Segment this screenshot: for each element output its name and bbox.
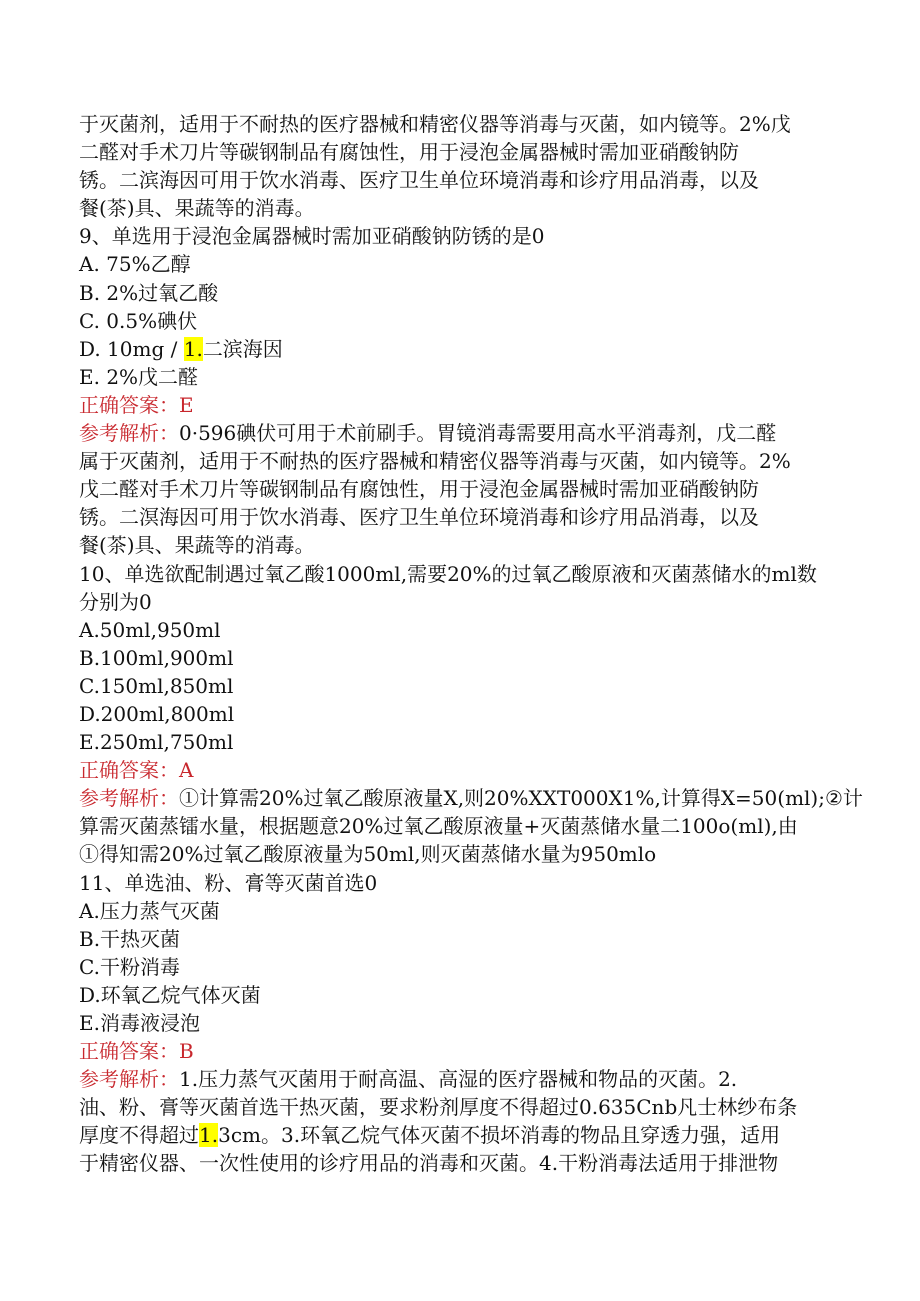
analysis-label: 参考解析： — [79, 786, 179, 811]
intro-line: 锈。二滨海因可用于饮水消毒、医疗卫生单位环境消毒和诊疗用品消毒，以及 — [79, 168, 759, 193]
q9-analysis-line: 属于灭菌剂，适用于不耐热的医疗器械和精密仪器等消毒与灭菌，如内镜等。2% — [79, 449, 791, 474]
q9-option-b: B. 2%过氧乙酸 — [79, 280, 219, 305]
q11-option-e: E.消毒液浸泡 — [79, 1011, 200, 1035]
q9-analysis — [79, 419, 880, 447]
q11-answer: 正确答案：B — [79, 1039, 194, 1064]
q9-analysis-line: 餐(茶)具、果蔬等的消毒。 — [79, 533, 315, 558]
q11-option-c: C.干粉消毒 — [79, 954, 180, 979]
highlight-mark: 1. — [199, 1123, 219, 1148]
q11-option-b: B.干热灭菌 — [79, 926, 181, 951]
intro-line: 于灭菌剂，适用于不耐热的医疗器械和精密仪器等消毒与灭菌，如内镜等。2%戊 — [79, 112, 791, 136]
q9-option-e: E. 2%戊二醛 — [79, 364, 199, 389]
q10-analysis-line: ①得知需20%过氧乙酸原液量为50ml,则灭菌蒸储水量为950mlo — [79, 842, 657, 867]
q11-analysis-line — [79, 1121, 880, 1149]
analysis-label: 参考解析： — [79, 421, 179, 446]
q9-analysis-line: 戊二醛对手术刀片等碳钢制品有腐蚀性，用于浸泡金属器械时需加亚硝酸钠防 — [79, 477, 759, 502]
question-10: 10、单选欲配制遇过氧乙酸1000ml,需要20%的过氧乙酸原液和灭菌蒸储水的ml数 — [79, 561, 817, 586]
q9-option-d-prefix: D. 10mg / — [79, 336, 184, 361]
q9-option-a: A. 75%乙醇 — [79, 252, 191, 277]
question-10-cont: 分别为0 — [79, 589, 152, 614]
q9-option-c: C. 0.5%碘伏 — [79, 308, 198, 333]
q11-option-d: D.环氧乙烷气体灭菌 — [79, 982, 261, 1007]
q9-option-d-suffix: 二滨海因 — [202, 336, 283, 361]
q10-option-b: B.100ml,900ml — [79, 645, 234, 670]
intro-line: 餐(茶)具、果蔬等的消毒。 — [79, 196, 315, 221]
q9-answer: 正确答案：E — [79, 392, 194, 417]
analysis-text: 厚度不得超过 — [79, 1123, 199, 1148]
analysis-text: 1.压力蒸气灭菌用于耐高温、高湿的医疗器械和物品的灭菌。2. — [179, 1067, 738, 1092]
question-9: 9、单选用于浸泡金属器械时需加亚硝酸钠防锈的是0 — [79, 224, 545, 249]
analysis-text: 0·596碘伏可用于术前刷手。胃镜消毒需要用高水平消毒剂，戊二醛 — [179, 421, 777, 446]
q10-analysis-line: 算需灭菌蒸镭水量，根据题意20%过氧乙酸原液量+灭菌蒸储水量二100o(ml),由 — [79, 814, 798, 839]
q10-option-e: E.250ml,750ml — [79, 730, 234, 755]
analysis-text: ①计算需20%过氧乙酸原液量X,则20%XXT000X1%,计算得X=50(ml);②计 — [179, 786, 863, 811]
q11-analysis-line: 于精密仪器、一次性使用的诊疗用品的消毒和灭菌。4.干粉消毒法适用于排泄物 — [79, 1151, 779, 1176]
q10-answer: 正确答案：A — [79, 758, 194, 783]
q9-option-d — [79, 335, 880, 363]
q11-analysis-line: 油、粉、膏等灭菌首选干热灭菌，要求粉剂厚度不得超过0.635Cnb凡士林纱布条 — [79, 1095, 798, 1120]
intro-line: 二醛对手术刀片等碳钢制品有腐蚀性，用于浸泡金属器械时需加亚硝酸钠防 — [79, 140, 739, 165]
q10-option-c: C.150ml,850ml — [79, 673, 234, 698]
q11-option-a: A.压力蒸气灭菌 — [79, 898, 220, 923]
q9-analysis-line: 锈。二溟海因可用于饮水消毒、医疗卫生单位环境消毒和诊疗用品消毒，以及 — [79, 505, 759, 530]
analysis-label: 参考解析： — [79, 1067, 179, 1092]
q10-option-d: D.200ml,800ml — [79, 701, 235, 726]
q10-analysis — [79, 784, 880, 812]
highlight-mark: 1. — [183, 336, 203, 361]
q10-option-a: A.50ml,950ml — [79, 617, 221, 642]
q11-analysis — [79, 1065, 880, 1093]
question-11: 11、单选油、粉、膏等灭菌首选0 — [79, 870, 378, 895]
analysis-text: 3cm。3.环氧乙烷气体灭菌不损坏消毒的物品且穿透力强，适用 — [218, 1123, 781, 1148]
